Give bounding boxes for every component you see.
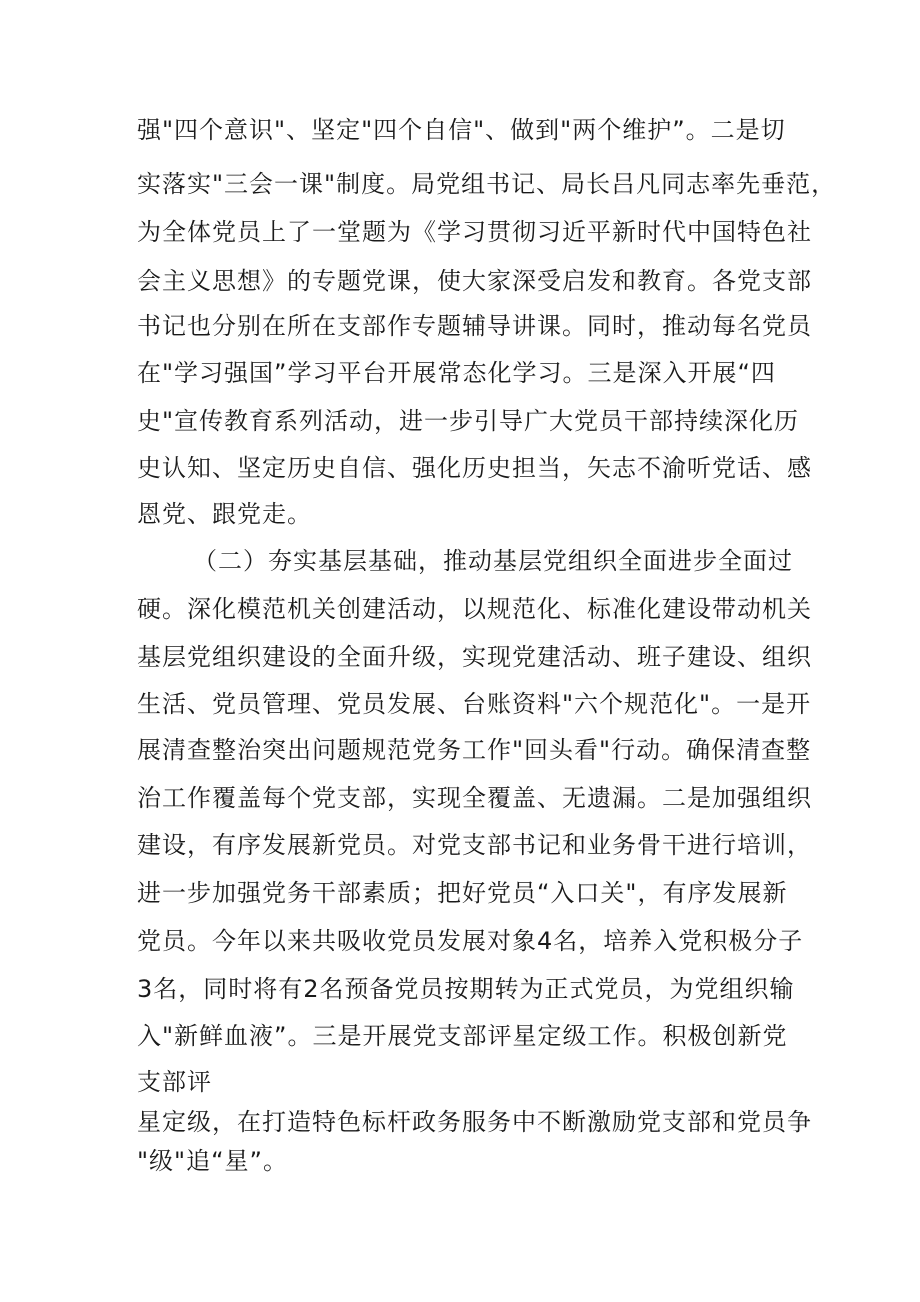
paragraph-line: 为全体党员上了一堂题为《学习贯彻习近平新时代中国特色社	[137, 218, 812, 246]
paragraph-line: 史认知、坚定历史自信、强化历史担当，矢志不渝听党话、感	[137, 454, 812, 482]
paragraph-line: 基层党组织建设的全面升级，实现党建活动、班子建设、组织	[137, 643, 812, 671]
paragraph-line: 支部评	[137, 1068, 212, 1096]
paragraph-line: 入"新鲜血液”。三是开展党支部评星定级工作。积极创新党	[137, 1022, 788, 1050]
paragraph-line: 生活、党员管理、党员发展、台账资料"六个规范化"。一是开	[137, 690, 812, 718]
paragraph-line: 书记也分别在所在支部作专题辅导讲课。同时，推动每名党员	[137, 312, 812, 340]
paragraph-line: 在"学习强国”学习平台开展常态化学习。三是深入开展“四	[137, 359, 776, 387]
paragraph-line: 党员。今年以来共吸收党员发展对象4名，培养入党积极分子	[137, 927, 804, 955]
paragraph-line: 史"宣传教育系列活动，进一步引导广大党员干部持续深化历	[137, 407, 800, 435]
paragraph-line: "级"追“星”。	[137, 1147, 288, 1175]
section-heading-line: （二）夯实基层基础，推动基层党组织全面进步全面过	[193, 547, 793, 575]
paragraph-line: 强"四个意识"、坚定"四个自信"、做到"两个维护”。二是切	[137, 116, 786, 144]
paragraph-line: 治工作覆盖每个党支部，实现全覆盖、无遗漏。二是加强组织	[137, 784, 812, 812]
paragraph-line: 3名，同时将有2名预备党员按期转为正式党员，为党组织输	[137, 975, 795, 1003]
paragraph-line: 恩党、跟党走。	[137, 500, 312, 528]
paragraph-line: 建设，有序发展新党员。对党支部书记和业务骨干进行培训，	[137, 831, 812, 859]
paragraph-line: 会主义思想》的专题党课，使大家深受启发和教育。各党支部	[137, 267, 812, 295]
paragraph-line: 实落实"三会一课"制度。局党组书记、局长吕凡同志率先垂范，	[137, 170, 837, 198]
paragraph-line: 硬。深化模范机关创建活动，以规范化、标准化建设带动机关	[137, 595, 812, 623]
paragraph-line: 进一步加强党务干部素质；把好党员“入口关"，有序发展新	[137, 879, 788, 907]
paragraph-line: 星定级，在打造特色标杆政务服务中不断激励党支部和党员争	[137, 1108, 812, 1136]
paragraph-line: 展清查整治突出问题规范党务工作"回头看"行动。确保清查整	[137, 736, 812, 764]
